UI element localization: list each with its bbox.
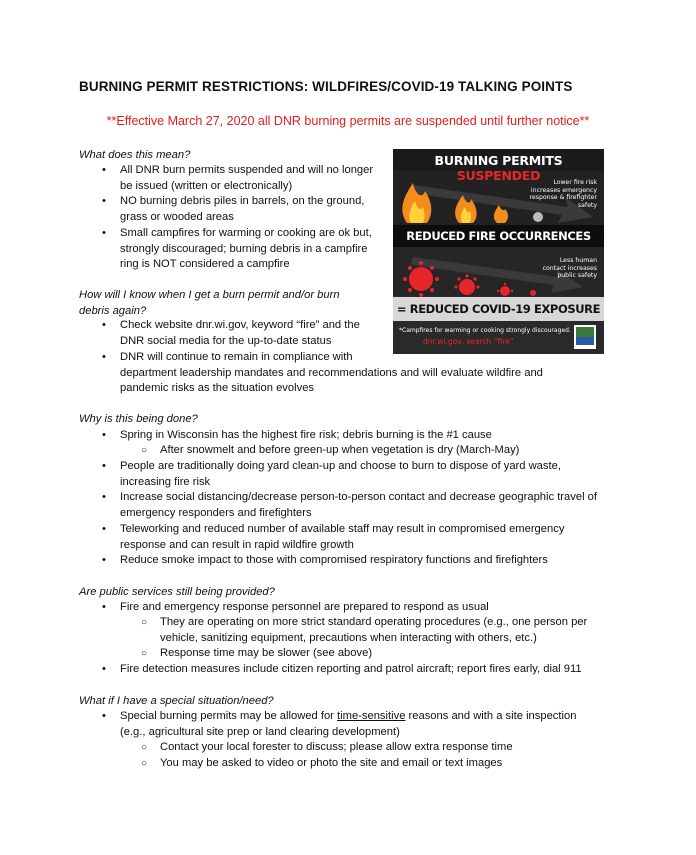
dnr-logo-icon bbox=[574, 325, 596, 349]
helmet-icon bbox=[533, 212, 543, 222]
question-how-will-i-know: How will I know when I get a burn permit and/or burn debris again? bbox=[79, 289, 340, 317]
graphic-header: BURNING PERMITS SUSPENDED bbox=[434, 153, 563, 183]
sub-list-item: ○ They are operating on more strict standard operating procedures (e.g., one person per vehicle, sanitizing equipment, precautions when interacting with others, etc.) bbox=[141, 616, 588, 644]
list-item: • People are traditionally doing yard clean-up and choose to burn to dispose of yard waste, increasing fire risk bbox=[102, 460, 561, 488]
list-item: • Fire and emergency response personnel are prepared to respond as usual bbox=[102, 601, 489, 613]
question-why-is-this-being-done: Why is this being done? bbox=[79, 413, 198, 425]
list-item: • Increase social distancing/decrease person-to-person contact and decrease geographic travel of emergency responders and firefighters bbox=[102, 491, 597, 519]
graphic-band-reduced-fire: REDUCED FIRE OCCURRENCES bbox=[393, 225, 604, 247]
question-public-services: Are public services still being provided? bbox=[79, 586, 275, 598]
graphic-footer-website: dnr.wi.gov, search “fire” bbox=[423, 337, 514, 346]
burning-permits-graphic bbox=[393, 149, 604, 354]
graphic-note-fire-risk: Lower fire risk increases emergency response & firefighter safety bbox=[529, 179, 597, 209]
list-item: • Spring in Wisconsin has the highest fire risk; debris burning is the #1 cause bbox=[102, 429, 492, 441]
list-item: • NO burning debris piles in barrels, on the ground, grass or wooded areas bbox=[102, 195, 365, 223]
list-item: • Fire detection measures include citizen reporting and patrol aircraft; report fires early, dial 911 bbox=[102, 663, 582, 675]
list-item: • DNR will continue to remain in compliance with department leadership mandates and recommendations and will evaluate wildfire and pandemic risks as the situation evolves bbox=[102, 351, 543, 394]
question-what-does-this-mean: What does this mean? bbox=[79, 149, 191, 161]
list-item: • Teleworking and reduced number of available staff may result in compromised emergency response and can result in rapid wildfire growth bbox=[102, 523, 565, 551]
sub-list-item: ○ Contact your local forester to discuss; please allow extra response time bbox=[141, 741, 513, 753]
list-item: • Reduce smoke impact to those with compromised respiratory functions and firefighters bbox=[102, 554, 548, 566]
list-item: • Check website dnr.wi.gov, keyword “fire” and the DNR social media for the up-to-date status bbox=[102, 319, 360, 347]
page-title: BURNING PERMIT RESTRICTIONS: WILDFIRES/COVID-19 TALKING POINTS bbox=[79, 79, 573, 94]
list-item: • Small campfires for warming or cooking are ok but, strongly discouraged; burning debris in a campfire ring is NOT considered a campfire bbox=[102, 227, 372, 270]
virus-icon bbox=[530, 290, 536, 296]
graphic-note-human-contact: Less human contact increases public safety bbox=[542, 257, 597, 279]
sub-list-item: ○ Response time may be slower (see above) bbox=[141, 647, 373, 659]
sub-list-item: ○ You may be asked to video or photo the site and email or text images bbox=[141, 757, 503, 769]
suspension-notice: **Effective March 27, 2020 all DNR burning permits are suspended until further notice** bbox=[106, 114, 590, 128]
graphic-band-reduced-covid: = REDUCED COVID-19 EXPOSURE bbox=[393, 297, 604, 321]
sub-list-item: ○ After snowmelt and before green-up when vegetation is dry (March-May) bbox=[141, 444, 520, 456]
graphic-footer-campfire-note: *Campfires for warming or cooking strongly discouraged. bbox=[399, 327, 571, 334]
list-item: • All DNR burn permits suspended and will no longer be issued (written or electronically) bbox=[102, 164, 374, 192]
list-item: • Special burning permits may be allowed for time-sensitive reasons and with a site inspection (e.g., agricultural site prep or land clearing development) bbox=[102, 710, 577, 738]
question-special-situation: What if I have a special situation/need? bbox=[79, 695, 274, 707]
